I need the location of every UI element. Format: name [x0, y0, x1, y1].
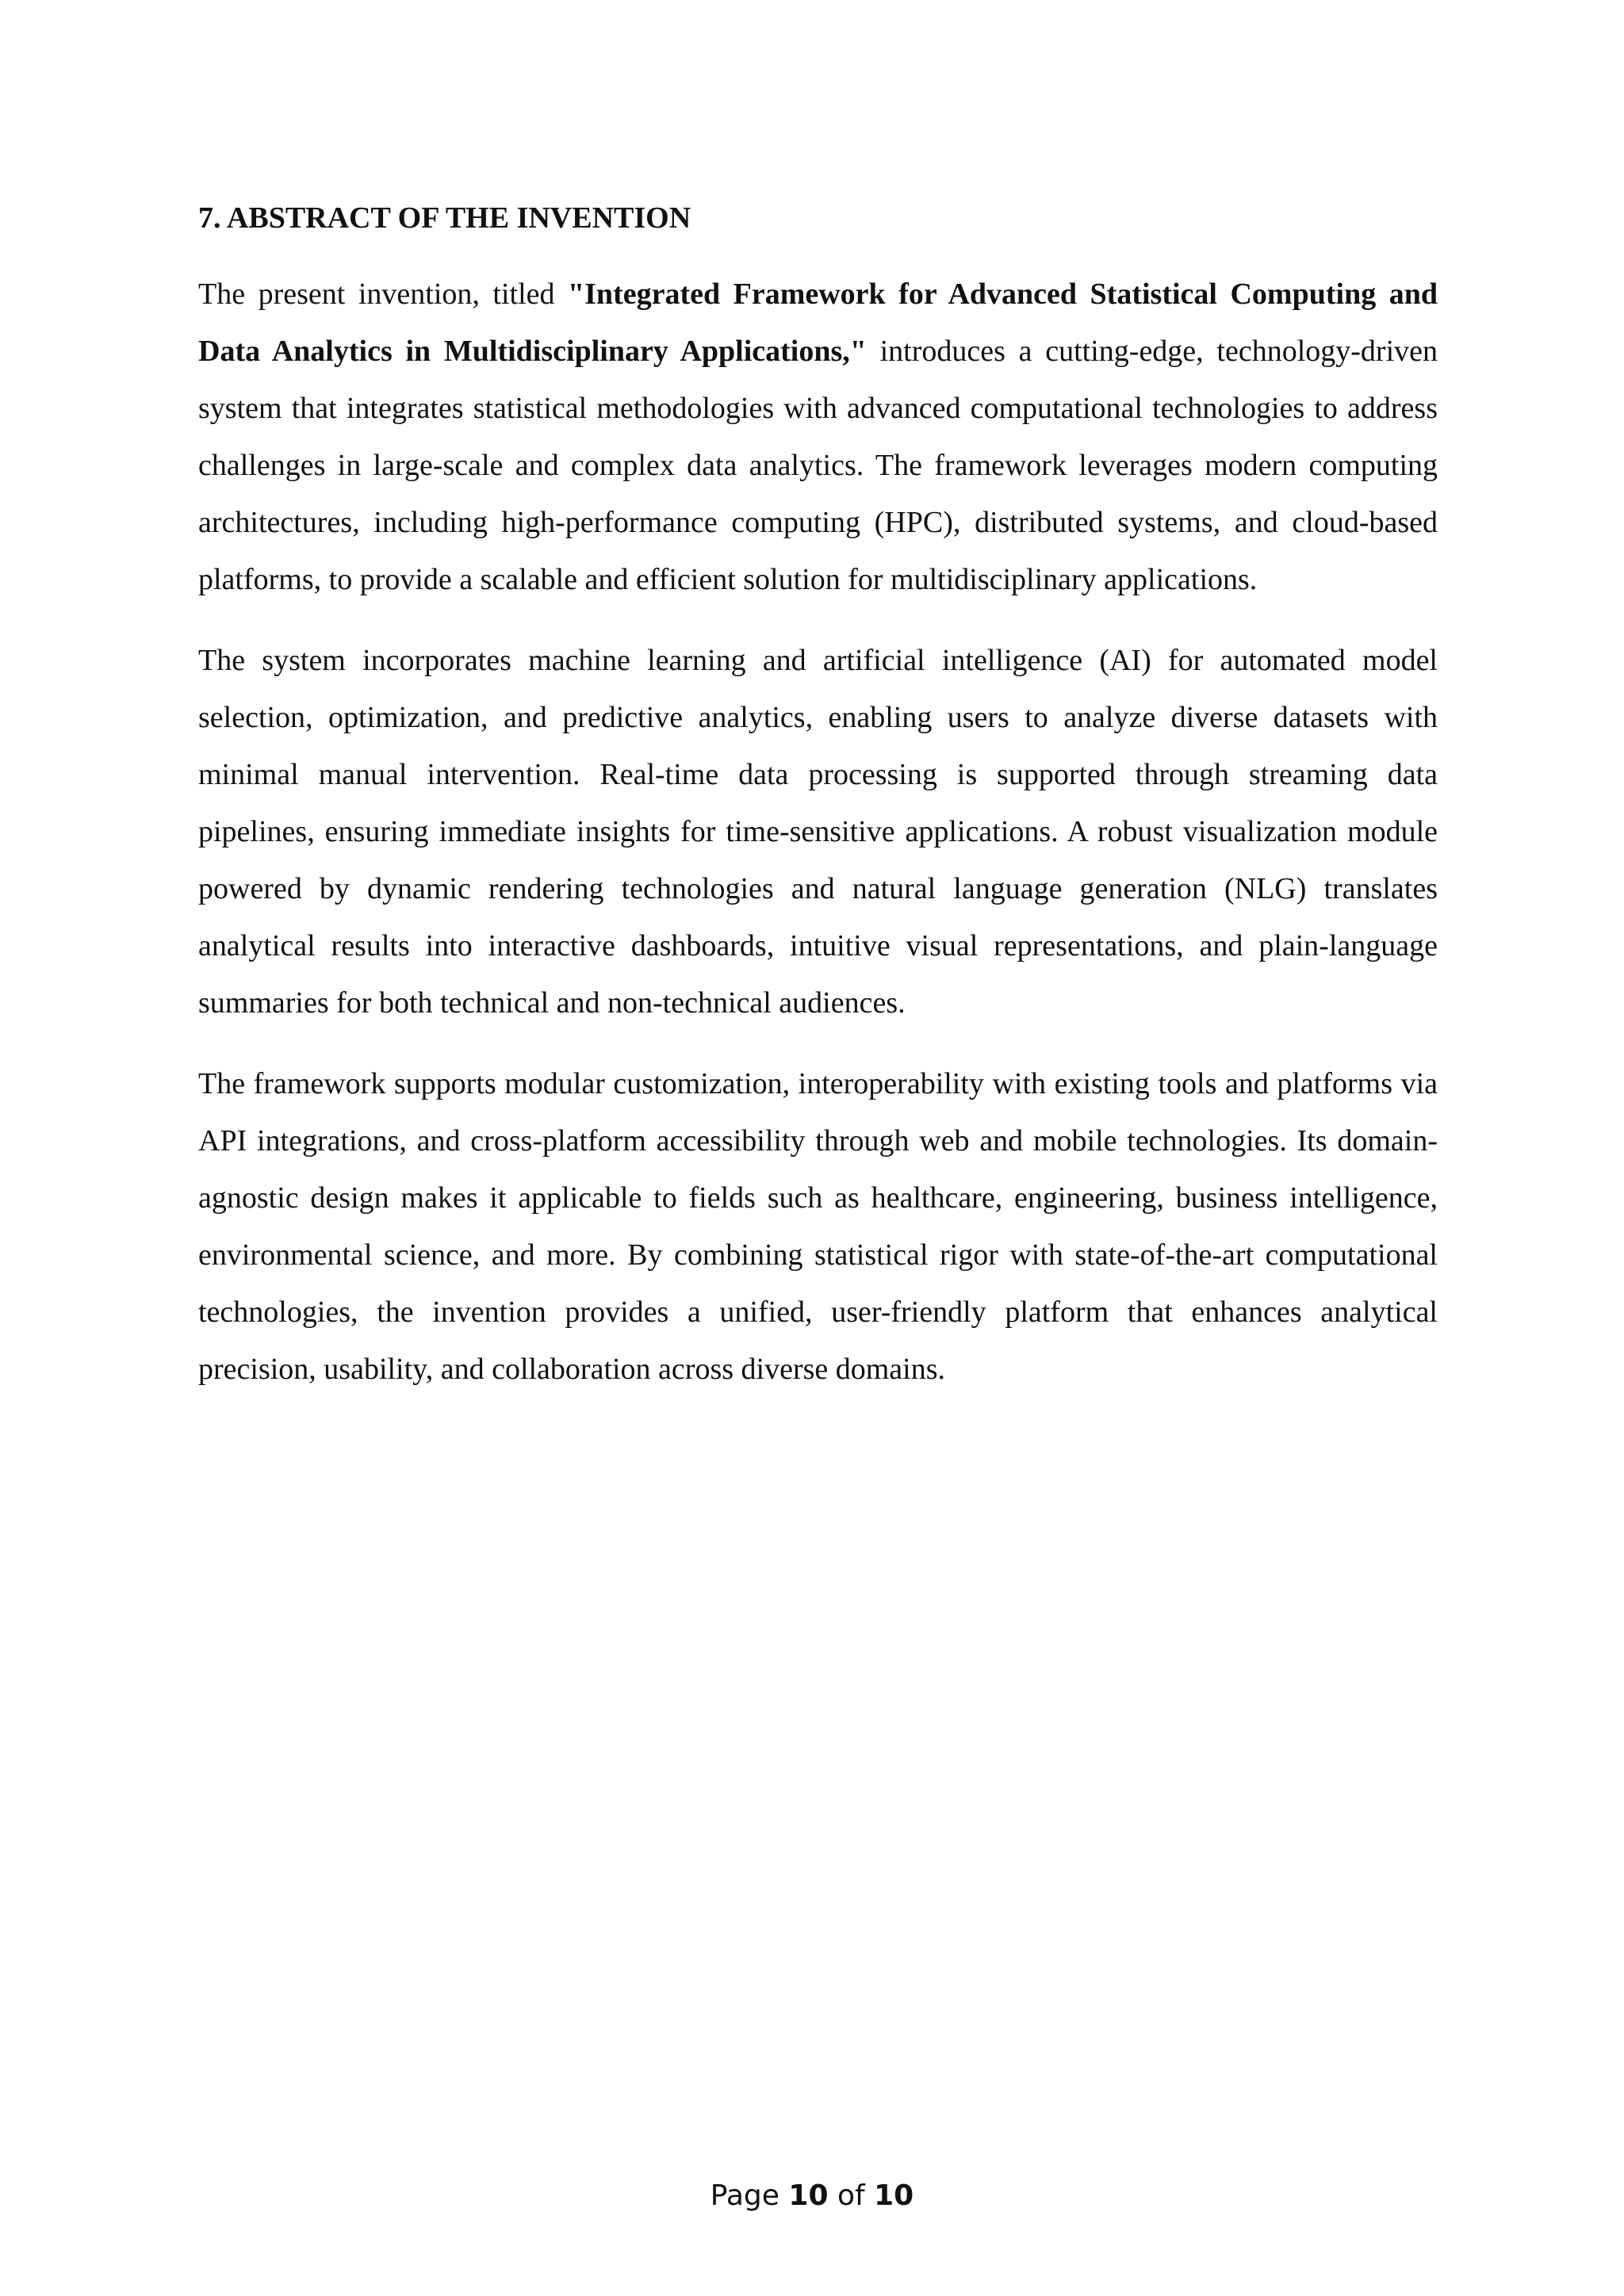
- paragraph-1-lead: The present invention, titled: [198, 277, 569, 311]
- footer-total-pages: 10: [874, 2179, 914, 2212]
- abstract-paragraph-3: The framework supports modular customization, interoperability with existing tools and platforms via API integrations, and cross-platform accessibility through web and mobile technologies. Its domain-agnostic design makes it applicable to fields such as healthcare, engineering, business intelligence, environmental science, and more. By combining statistical rigor with state-of-the-art computational technologies, the invention provides a unified, user-friendly platform that enhances analytical precision, usability, and collaboration across diverse domains.: [198, 1067, 1438, 1386]
- paragraph-1-rest: introduces a cutting-edge, technology-driven system that integrates statistical methodologies with advanced computational technologies to address challenges in large-scale and complex data analytics. The framework leverages modern computing architectures, including high-performance computing (HPC), distributed systems, and cloud-based platforms, to provide a scalable and efficient solution for multidisciplinary applications.: [198, 335, 1438, 596]
- page-content: [198, 194, 1438, 1422]
- section-heading: 7. ABSTRACT OF THE INVENTION: [198, 201, 691, 235]
- page-footer: [0, 2176, 1624, 2216]
- invention-title: "Integrated Framework for Advanced Statistical Computing and Data Analytics in Multidisciplinary Applications,": [198, 277, 1438, 368]
- footer-page-word: Page: [710, 2179, 779, 2212]
- footer-of-word: of: [837, 2179, 865, 2212]
- abstract-paragraph-2: The system incorporates machine learning and artificial intelligence (AI) for automated model selection, optimization, and predictive analytics, enabling users to analyze diverse datasets with minimal manual intervention. Real-time data processing is supported through streaming data pipelines, ensuring immediate insights for time-sensitive applications. A robust visualization module powered by dynamic rendering technologies and natural language generation (NLG) translates analytical results into interactive dashboards, intuitive visual representations, and plain-language summaries for both technical and non-technical audiences.: [198, 644, 1438, 1020]
- footer-current-page: 10: [788, 2179, 829, 2212]
- abstract-paragraph-1: [198, 266, 1438, 608]
